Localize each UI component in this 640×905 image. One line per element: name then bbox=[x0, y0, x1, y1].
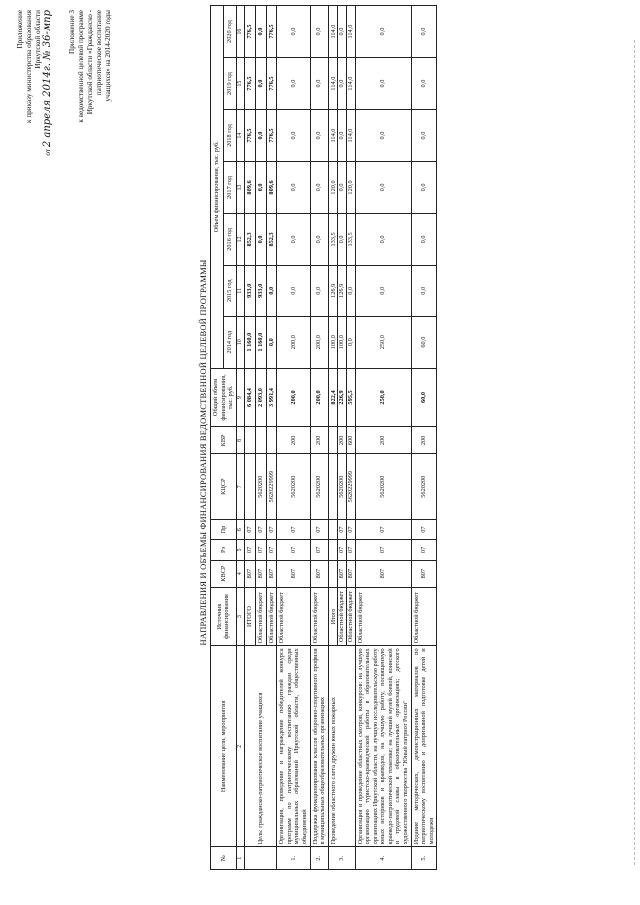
rz-cell bbox=[328, 540, 355, 560]
column-number: 7 bbox=[236, 454, 245, 520]
pr-cell: 07 bbox=[411, 519, 437, 539]
year-value-cell: 0,0 bbox=[266, 265, 277, 316]
rz-cell-line: 07 bbox=[337, 540, 346, 559]
year-value-cell: 0,0 bbox=[255, 110, 266, 162]
rz-cell: 07 bbox=[277, 540, 310, 560]
year-value-cell: 0,0 bbox=[255, 162, 266, 214]
header-kvsr: КВСР bbox=[211, 560, 237, 587]
row-num: 3. bbox=[328, 847, 355, 870]
row-num: 1. bbox=[277, 847, 310, 870]
kcsr-cell: 5620200 bbox=[310, 454, 328, 520]
kvsr-cell: 807 bbox=[310, 560, 328, 587]
row-num: 2. bbox=[310, 847, 328, 870]
header-name: Наименование цели, мероприятия bbox=[211, 646, 237, 847]
program-annex-header bbox=[68, 10, 113, 270]
rz-cell: 07 bbox=[255, 540, 266, 560]
column-number: 13 bbox=[236, 162, 245, 214]
total-cell: 3 991,4 bbox=[266, 368, 277, 427]
source-cell-line: Областной бюджет bbox=[337, 588, 346, 646]
pr-cell: 07 bbox=[310, 519, 328, 539]
pr-cell-line: 07 bbox=[346, 520, 355, 539]
column-number: 9 bbox=[236, 368, 245, 427]
header-year: 2017 год bbox=[223, 162, 236, 214]
source-cell: Областной бюджет bbox=[355, 587, 411, 646]
kcsr-cell: 5620200 bbox=[355, 454, 411, 520]
year-value-cell: 200,0 bbox=[310, 316, 328, 368]
year-value-cell-line: 0,0 bbox=[346, 266, 355, 316]
year-value-cell-line: 133,5 bbox=[329, 232, 337, 247]
column-number: 6 bbox=[236, 519, 245, 539]
kcsr-cell bbox=[245, 454, 256, 520]
total-cell: 200,0 bbox=[310, 368, 328, 427]
kvr-cell-line: 200 bbox=[337, 427, 346, 453]
source-cell: Областной бюджет bbox=[310, 587, 328, 646]
header-year: 2019 год bbox=[223, 58, 236, 110]
year-value-cell: 0,0 bbox=[355, 265, 411, 316]
column-number: 10 bbox=[236, 316, 245, 368]
header-volume: Объем финансирования, тыс. руб. bbox=[211, 6, 224, 369]
year-value-cell: 0,0 bbox=[355, 58, 411, 110]
year-value-cell: 0,0 bbox=[255, 58, 266, 110]
header-pr: Пр bbox=[211, 519, 237, 539]
year-value-cell-line: 100,0 bbox=[329, 335, 337, 350]
rz-cell: 07 bbox=[411, 540, 437, 560]
header-year: 2016 год bbox=[223, 213, 236, 265]
column-number: 14 bbox=[236, 110, 245, 162]
year-value-cell bbox=[328, 316, 355, 368]
row-num bbox=[245, 847, 277, 870]
year-value-cell: 0,0 bbox=[266, 316, 277, 368]
year-value-cell-line: 114,0 bbox=[329, 24, 337, 39]
column-number: 4 bbox=[236, 560, 245, 587]
kcsr-cell: 5620200 bbox=[277, 454, 310, 520]
source-cell: Областной бюджет bbox=[266, 587, 277, 646]
year-value-cell-line: 0,0 bbox=[346, 317, 355, 368]
year-value-cell: 0,0 bbox=[277, 110, 310, 162]
annex-date-line bbox=[43, 10, 53, 270]
year-value-cell: 0,0 bbox=[411, 110, 437, 162]
year-value-cell: 0,0 bbox=[411, 58, 437, 110]
financing-table bbox=[210, 5, 437, 870]
year-value-cell-line: 120,0 bbox=[346, 162, 355, 213]
column-number: 5 bbox=[236, 540, 245, 560]
header-year: 2015 год bbox=[223, 265, 236, 316]
kvr-cell-line: 600 bbox=[346, 427, 355, 453]
total-cell: 2 093,0 bbox=[255, 368, 266, 427]
year-value-cell-line: 126,9 bbox=[329, 283, 337, 298]
kvsr-cell-line: 807 bbox=[337, 561, 346, 587]
year-value-cell: 0,0 bbox=[310, 58, 328, 110]
year-value-cell: 0,0 bbox=[277, 265, 310, 316]
column-number: 1 bbox=[236, 847, 245, 870]
year-value-cell: 0,0 bbox=[277, 6, 310, 58]
table-row bbox=[310, 6, 328, 870]
column-number: 12 bbox=[236, 213, 245, 265]
year-value-cell-line: 114,0 bbox=[346, 6, 355, 57]
column-number: 16 bbox=[236, 6, 245, 58]
year-value-cell bbox=[328, 110, 355, 162]
rz-cell: 07 bbox=[310, 540, 328, 560]
kvr-cell bbox=[245, 427, 256, 454]
year-value-cell: 776,5 bbox=[245, 6, 256, 58]
annex3-title: Приложение 3 bbox=[68, 10, 76, 54]
year-value-cell: 776,5 bbox=[266, 6, 277, 58]
measure-name: Поддержка функционирования классов оборонно-спортивного профиля в муниципальных общеобразовательных организациях bbox=[310, 646, 328, 847]
year-value-cell: 0,0 bbox=[310, 162, 328, 214]
row-num: 4. bbox=[355, 847, 411, 870]
measure-name: Проведение областного слета дружин юных пожарных bbox=[328, 646, 355, 847]
year-value-cell-line: 0,0 bbox=[337, 214, 346, 265]
annex-region: Иркутской области bbox=[34, 10, 42, 69]
year-value-cell: 0,0 bbox=[411, 6, 437, 58]
source-cell: Областной бюджет bbox=[411, 587, 437, 646]
total-cell: 250,0 bbox=[355, 368, 411, 427]
kvsr-cell: 807 bbox=[266, 560, 277, 587]
kvsr-cell bbox=[328, 560, 355, 587]
year-value-cell: 0,0 bbox=[355, 162, 411, 214]
table-row bbox=[355, 6, 411, 870]
year-value-cell bbox=[328, 265, 355, 316]
total-cell: 60,0 bbox=[411, 368, 437, 427]
kcsr-cell: 5620200 bbox=[255, 454, 266, 520]
table-row bbox=[277, 6, 310, 870]
source-cell: ИТОГО bbox=[245, 587, 256, 646]
year-value-cell: 933,0 bbox=[255, 265, 266, 316]
total-cell-line: 595,5 bbox=[346, 369, 355, 427]
source-cell: Областной бюджет bbox=[255, 587, 266, 646]
total-cell: 6 084,4 bbox=[245, 368, 256, 427]
measure-name: Издание методических, демонстрационных материалов по патриотическому воспитанию и допризывной подготовке детей и молодежи bbox=[411, 646, 437, 847]
annex-date-prefix: от bbox=[44, 148, 52, 156]
header-num: № bbox=[211, 847, 237, 870]
year-value-cell: 776,5 bbox=[266, 58, 277, 110]
rz-cell: 07 bbox=[266, 540, 277, 560]
kcsr-cell bbox=[328, 454, 355, 520]
year-value-cell: 776,5 bbox=[245, 110, 256, 162]
kvsr-cell: 807 bbox=[277, 560, 310, 587]
year-value-cell: 60,0 bbox=[411, 316, 437, 368]
header-kcsr: КЦСР bbox=[211, 454, 237, 520]
year-value-cell-line: 114,0 bbox=[346, 58, 355, 109]
kvsr-cell-line: 807 bbox=[346, 561, 355, 587]
page-bottom-edge bbox=[634, 40, 636, 865]
annex-ministry: к приказу министерства образования bbox=[25, 10, 33, 123]
measure-name: Организация, проведение и награждение победителей конкурса программ по патриотическому воспитанию граждан среди муниципальных образований Иркутской области, общественных объединений bbox=[277, 646, 310, 847]
year-value-cell: 0,0 bbox=[411, 213, 437, 265]
rz-cell: 07 bbox=[355, 540, 411, 560]
order-annex-header bbox=[16, 10, 53, 270]
pr-cell: 07 bbox=[355, 519, 411, 539]
rz-cell-line: 07 bbox=[346, 540, 355, 559]
table-row bbox=[411, 6, 437, 870]
kvr-cell: 200 bbox=[277, 427, 310, 454]
header-total: Общий объем финансирования, тыс. руб. bbox=[211, 368, 237, 427]
table-row bbox=[245, 6, 256, 870]
kvsr-cell: 807 bbox=[245, 560, 256, 587]
year-value-cell: 776,5 bbox=[266, 110, 277, 162]
header-source: Источник финансирования bbox=[211, 587, 237, 646]
table-body bbox=[245, 6, 437, 870]
year-value-cell bbox=[328, 213, 355, 265]
row-num: 5. bbox=[411, 847, 437, 870]
year-value-cell: 852,3 bbox=[245, 213, 256, 265]
column-number: 3 bbox=[236, 587, 245, 646]
kvr-cell: 200 bbox=[355, 427, 411, 454]
kcsr-cell-line: 5620229999 bbox=[346, 454, 355, 519]
year-value-cell: 0,0 bbox=[411, 162, 437, 214]
handwritten-date-number: 2 апреля 2014г. № 36-мпр bbox=[42, 10, 53, 148]
source-cell bbox=[328, 587, 355, 646]
year-value-cell bbox=[328, 6, 355, 58]
kvsr-cell: 807 bbox=[411, 560, 437, 587]
kvsr-cell: 807 bbox=[355, 560, 411, 587]
header-rz: Рз bbox=[211, 540, 237, 560]
header-year: 2014 год bbox=[223, 316, 236, 368]
year-value-cell: 1 160,0 bbox=[255, 316, 266, 368]
year-value-cell-line: 0,0 bbox=[337, 162, 346, 213]
column-number: 2 bbox=[236, 646, 245, 847]
column-numbers-row bbox=[236, 6, 245, 870]
pr-cell: 07 bbox=[266, 519, 277, 539]
year-value-cell: 852,3 bbox=[266, 213, 277, 265]
year-value-cell: 0,0 bbox=[310, 213, 328, 265]
rz-cell: 07 bbox=[245, 540, 256, 560]
document-title: НАПРАВЛЕНИЯ И ОБЪЕМЫ ФИНАНСИРОВАНИЯ ВЕДОМСТВЕННОЙ ЦЕЛЕВОЙ ПРОГРАММЫ bbox=[198, 259, 208, 646]
year-value-cell: 0,0 bbox=[255, 213, 266, 265]
year-value-cell: 0,0 bbox=[277, 162, 310, 214]
year-value-cell-line: 133,5 bbox=[346, 214, 355, 265]
year-value-cell: 809,6 bbox=[245, 162, 256, 214]
year-value-cell-line: 100,0 bbox=[337, 317, 346, 368]
year-value-cell-line: 120,0 bbox=[329, 180, 337, 195]
year-value-cell-line: 0,0 bbox=[337, 110, 346, 161]
year-value-cell: 0,0 bbox=[355, 110, 411, 162]
source-cell-line: Областной бюджет bbox=[346, 588, 355, 646]
total-cell: 200,0 bbox=[277, 368, 310, 427]
annex3-line: к ведомственной целевой программе bbox=[77, 10, 85, 123]
kvr-cell bbox=[255, 427, 266, 454]
column-number: 11 bbox=[236, 265, 245, 316]
year-value-cell bbox=[328, 162, 355, 214]
year-value-cell: 0,0 bbox=[255, 6, 266, 58]
year-value-cell: 0,0 bbox=[355, 213, 411, 265]
year-value-cell: 776,5 bbox=[245, 58, 256, 110]
table-row bbox=[328, 6, 355, 870]
year-value-cell: 809,6 bbox=[266, 162, 277, 214]
source-cell-line: Итого bbox=[329, 608, 337, 625]
total-cell bbox=[328, 368, 355, 427]
year-value-cell-line: 114,0 bbox=[329, 76, 337, 91]
pr-cell: 07 bbox=[255, 519, 266, 539]
kvr-cell bbox=[328, 427, 355, 454]
column-number: 8 bbox=[236, 427, 245, 454]
year-value-cell bbox=[328, 58, 355, 110]
year-value-cell-line: 126,9 bbox=[337, 266, 346, 316]
year-value-cell-line: 114,0 bbox=[346, 110, 355, 161]
year-value-cell: 1 160,0 bbox=[245, 316, 256, 368]
annex3-line: учащихся» на 2014-2020 годы bbox=[104, 10, 112, 102]
year-value-cell: 200,0 bbox=[277, 316, 310, 368]
annex3-line: патриотическое воспитание bbox=[95, 10, 103, 96]
annex3-line: Иркутской области «Гражданско - bbox=[86, 10, 94, 115]
year-value-cell: 0,0 bbox=[355, 6, 411, 58]
annex-label: Приложение bbox=[16, 10, 24, 49]
year-value-cell: 0,0 bbox=[277, 213, 310, 265]
pr-cell: 07 bbox=[277, 519, 310, 539]
year-value-cell: 0,0 bbox=[411, 265, 437, 316]
goal-name: Цель: гражданско-патриотическое воспитание учащихся bbox=[245, 646, 277, 847]
year-value-cell-line: 0,0 bbox=[337, 58, 346, 109]
kvsr-cell: 807 bbox=[255, 560, 266, 587]
year-value-cell: 0,0 bbox=[310, 265, 328, 316]
header-year: 2020 год bbox=[223, 6, 236, 58]
header-row bbox=[211, 6, 224, 870]
kcsr-cell-line: 5620200 bbox=[337, 454, 346, 519]
header-year: 2018 год bbox=[223, 110, 236, 162]
kvr-cell: 200 bbox=[310, 427, 328, 454]
total-cell-line: 822,4 bbox=[329, 390, 337, 405]
pr-cell: 07 bbox=[245, 519, 256, 539]
total-cell-line: 226,9 bbox=[337, 369, 346, 427]
pr-cell-line: 07 bbox=[337, 520, 346, 539]
measure-name: Организация и проведение областных смотров, конкурсов: на лучшую организацию туристско-краеведческой работы в образовательных организациях Иркутской области, на лучшую исследовательскую работу юных историков и краеведов, на лучшую работу, посвященную краеведо-патриотической тематике; на лучший музей боевой, воинской и трудовой славы в образовательных организациях; детского художественного творчества "Юный патриот России" bbox=[355, 646, 411, 847]
pr-cell bbox=[328, 519, 355, 539]
year-value-cell: 933,0 bbox=[245, 265, 256, 316]
kcsr-cell: 5620200 bbox=[411, 454, 437, 520]
kvr-cell bbox=[266, 427, 277, 454]
year-value-cell: 0,0 bbox=[277, 58, 310, 110]
kcsr-cell: 5620229999 bbox=[266, 454, 277, 520]
source-cell: Областной бюджет bbox=[277, 587, 310, 646]
year-value-cell-line: 114,0 bbox=[329, 128, 337, 143]
kvr-cell: 200 bbox=[411, 427, 437, 454]
year-value-cell-line: 0,0 bbox=[337, 6, 346, 57]
year-value-cell: 250,0 bbox=[355, 316, 411, 368]
year-value-cell: 0,0 bbox=[310, 6, 328, 58]
header-kvr: КВР bbox=[211, 427, 237, 454]
year-value-cell: 0,0 bbox=[310, 110, 328, 162]
column-number: 15 bbox=[236, 58, 245, 110]
